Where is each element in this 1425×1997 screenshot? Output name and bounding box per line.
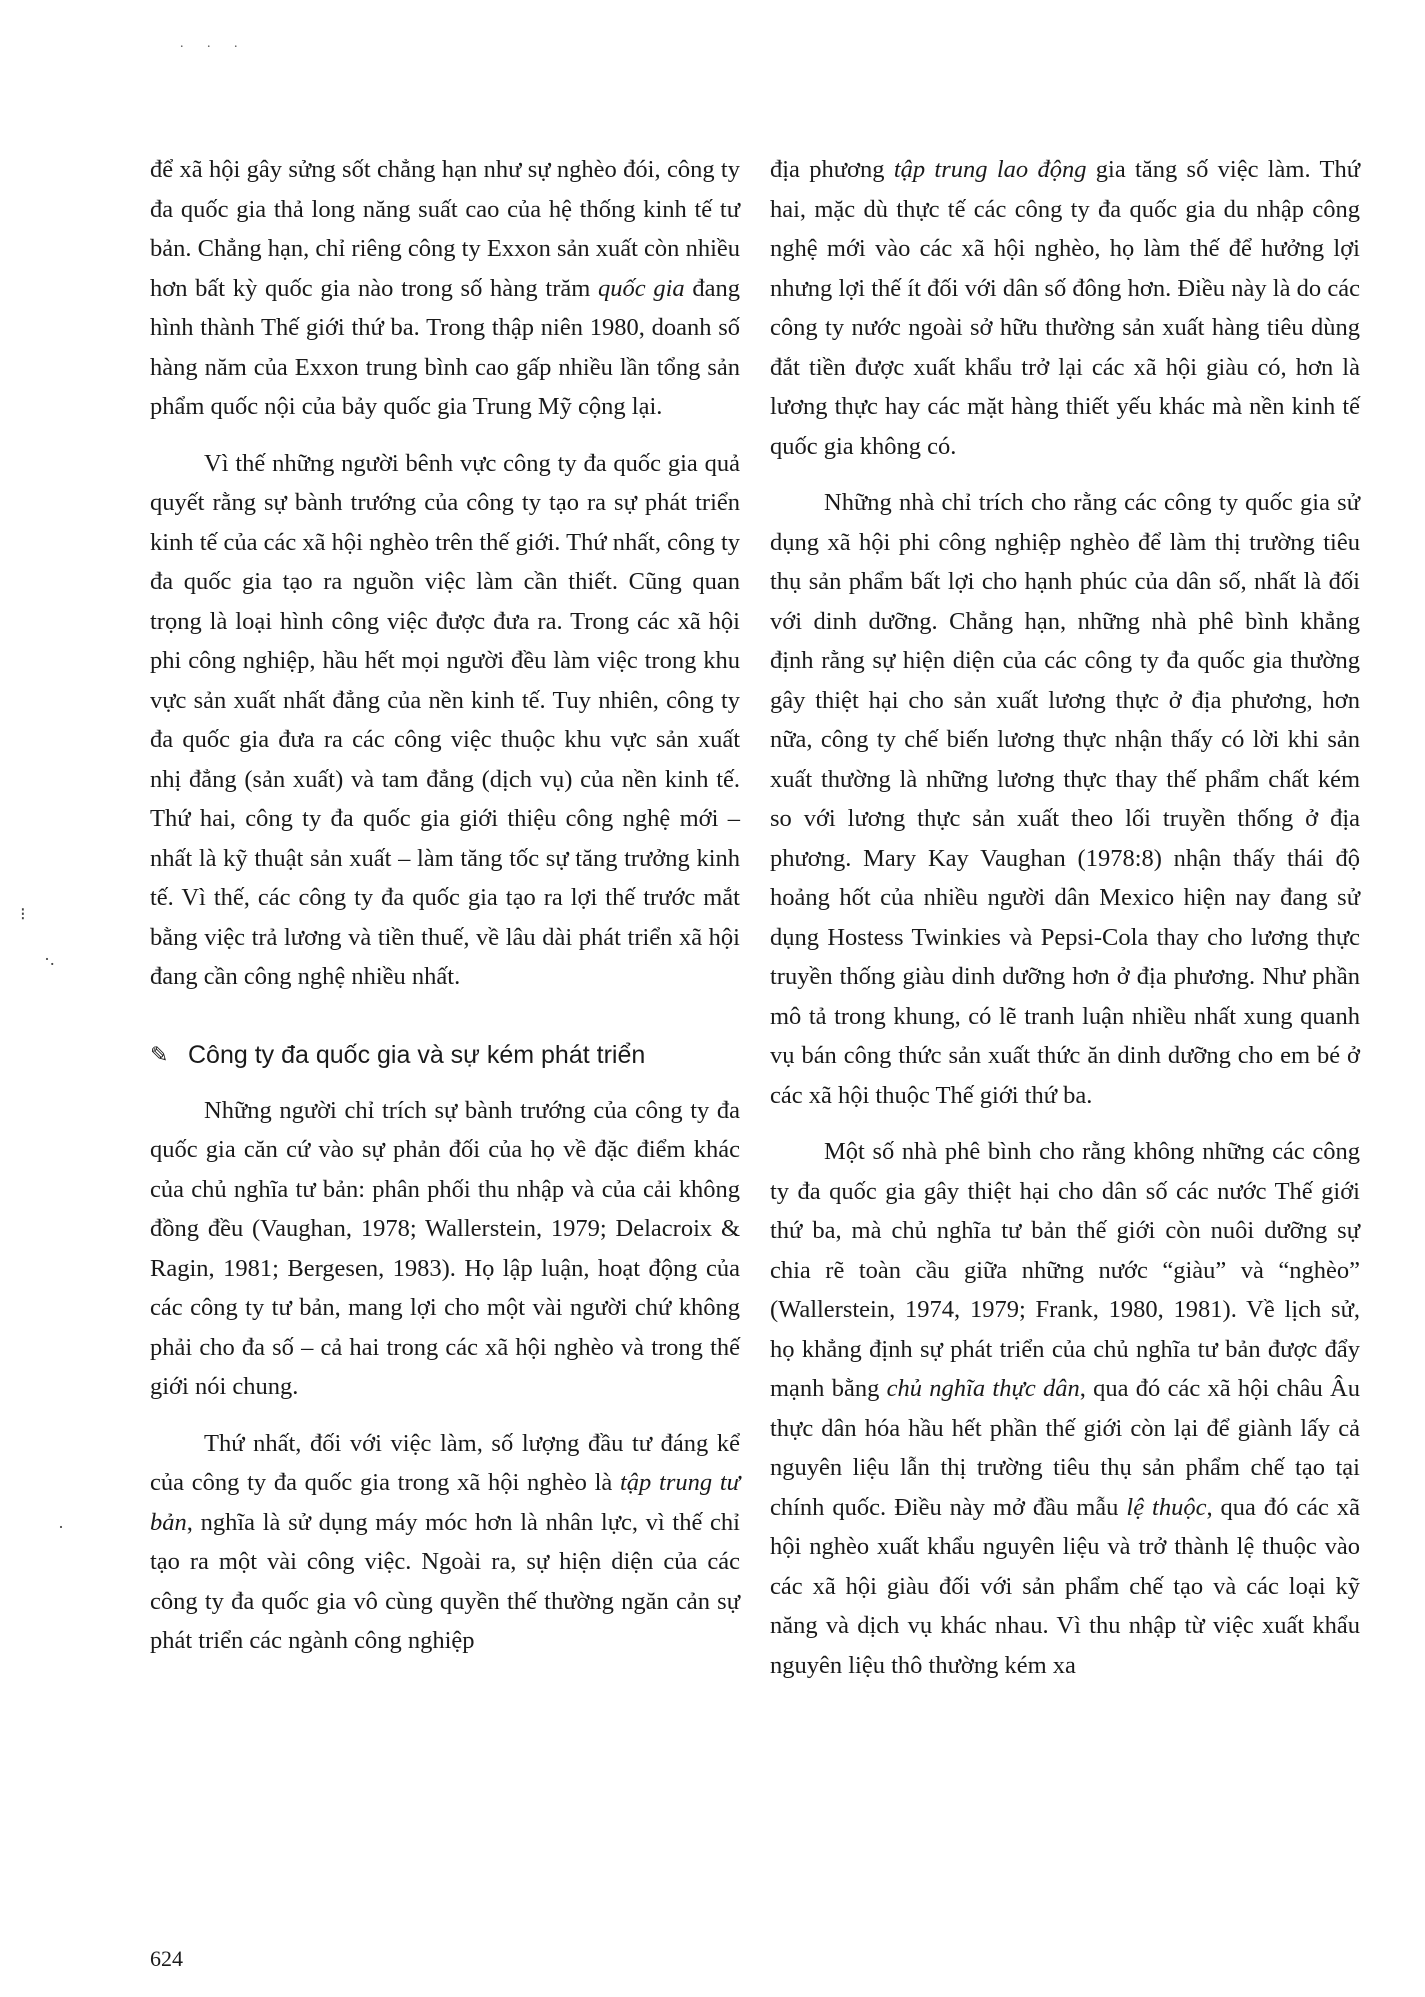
paragraph	[770, 1132, 1360, 1685]
header-marks: . . .	[180, 36, 248, 51]
italic-term: lệ thuộc	[1126, 1493, 1207, 1521]
italic-term: tập trung lao động	[893, 156, 1087, 183]
pen-icon: ✎	[150, 1041, 169, 1067]
margin-mark: ·.	[44, 949, 55, 969]
paragraph-text: đang hình thành Thế giới thứ ba. Trong thập niên 1980, doanh số hàng năm của Exxon trung bình cao gấp nhiều lần tổng sản phẩm quốc nội của bảy quốc gia Trung Mỹ cộng lại.	[150, 274, 740, 420]
left-column	[150, 150, 740, 1678]
paragraph	[150, 1424, 740, 1661]
italic-term: tập trung tư bản	[150, 1469, 740, 1536]
paragraph-text: , nghĩa là sử dụng máy móc hơn là nhân lực, vì thế chỉ tạo ra một vài công việc. Ngoài ra, sự hiện diện của các công ty đa quốc gia vô cùng quyền thế thường ngăn cản sự phát triển các ngành công nghiệp	[150, 1508, 740, 1654]
section-heading	[150, 1037, 740, 1073]
margin-mark: ⁝	[20, 904, 26, 924]
italic-term: quốc gia	[598, 274, 685, 302]
paragraph-text: Một số nhà phê bình cho rằng không những các công ty đa quốc gia gây thiệt hại cho dân số các nước Thế giới thứ ba, mà chủ nghĩa tư bản thế giới còn nuôi dưỡng sự chia rẽ toàn cầu giữa những nước “giàu” và “nghèo” (Wallerstein, 1974, 1979; Frank, 1980, 1981). Về lịch sử, họ khẳng định sự phát triển của chủ nghĩa tư bản được đẩy mạnh bằng	[770, 1138, 1360, 1402]
paragraph-text: gia tăng số việc làm. Thứ hai, mặc dù thực tế các công ty đa quốc gia du nhập công nghệ mới vào các xã hội nghèo, họ làm thế để hưởng lợi nhưng lợi thế ít đối với dân số đông hơn. Điều này là do các công ty nước ngoài sở hữu thường sản xuất hàng tiêu dùng đắt tiền được xuất khẩu trở lại các xã hội giàu có, hơn là lương thực hay các mặt hàng thiết yếu khác mà nền kinh tế quốc gia không có.	[770, 156, 1360, 460]
paragraph	[770, 150, 1360, 466]
paragraph: Vì thế những người bênh vực công ty đa quốc gia quả quyết rằng sự bành trướng của công ty tạo ra sự phát triển kinh tế của các xã hội nghèo trên thế giới. Thứ nhất, công ty đa quốc gia tạo ra nguồn việc làm cần thiết. Cũng quan trọng là loại hình công việc được đưa ra. Trong các xã hội phi công nghiệp, hầu hết mọi người đều làm việc trong khu vực sản xuất nhất đẳng của nền kinh tế. Tuy nhiên, công ty đa quốc gia đưa ra các công việc thuộc khu vực sản xuất nhị đẳng (sản xuất) và tam đẳng (dịch vụ) của nền kinh tế. Thứ hai, công ty đa quốc gia giới thiệu công nghệ mới – nhất là kỹ thuật sản xuất – làm tăng tốc sự tăng trưởng kinh tế. Vì thế, các công ty đa quốc gia tạo ra lợi thế trước mắt bằng việc trả lương và tiền thuế, về lâu dài phát triển xã hội đang cần công nghệ nhiều nhất.	[150, 449, 740, 990]
paragraph	[150, 150, 740, 427]
paragraph-text: địa phương	[770, 156, 894, 183]
paragraph: Những người chỉ trích sự bành trướng của công ty đa quốc gia căn cứ vào sự phản đối của họ về đặc điểm khác của chủ nghĩa tư bản: phân phối thu nhập và của cải không đồng đều (Vaughan, 1978; Wallerstein, 1979; Delacroix & Ragin, 1981; Bergesen, 1983). Họ lập luận, hoạt động của các công ty tư bản, mang lợi cho một vài người chứ không phải cho đa số – cả hai trong các xã hội nghèo và trong thế giới nói chung.	[150, 1096, 740, 1400]
italic-term: chủ nghĩa thực dân	[886, 1375, 1080, 1402]
margin-mark: ·	[58, 1517, 64, 1537]
paragraph-text: , qua đó các xã hội nghèo xuất khẩu nguyên liệu và trở thành lệ thuộc vào các xã hội giàu đối với sản phẩm chế tạo và các loại kỹ năng và dịch vụ khác nhau. Vì thu nhập từ việc xuất khẩu nguyên liệu thô thường kém xa	[770, 1493, 1360, 1679]
right-column	[770, 150, 1360, 1702]
page-number: 624	[150, 1946, 183, 1971]
paragraph-text: , qua đó các xã hội châu Âu thực dân hóa hầu hết phần thế giới còn lại để giành lấy cả nguyên liệu lẫn thị trường tiêu thụ sản phẩm chế tạo tại chính quốc. Điều này mở đầu mẫu	[770, 1375, 1360, 1521]
paragraph-text: để xã hội gây sửng sốt chẳng hạn như sự nghèo đói, công ty đa quốc gia thả long năng suất cao của hệ thống kinh tế tư bản. Chẳng hạn, chỉ riêng công ty Exxon sản xuất còn nhiều hơn bất kỳ quốc gia nào trong số hàng trăm	[150, 156, 740, 302]
section-heading-text: Công ty đa quốc gia và sự kém phát triển	[188, 1040, 646, 1069]
paragraph-text: Thứ nhất, đối với việc làm, số lượng đầu tư đáng kể của công ty đa quốc gia trong xã hội nghèo là	[150, 1429, 740, 1496]
paragraph: Những nhà chỉ trích cho rằng các công ty quốc gia sử dụng xã hội phi công nghiệp nghèo để làm thị trường tiêu thụ sản phẩm bất lợi cho hạnh phúc của dân số, nhất là đối với dinh dưỡng. Chẳng hạn, những nhà phê bình khẳng định rằng sự hiện diện của các công ty đa quốc gia thường gây thiệt hại cho sản xuất lương thực ở địa phương, hơn nữa, công ty chế biến lương thực nhận thấy có lời khi sản xuất thường là những lương thực thay thế phẩm chất kém so với lương thực sản xuất theo lối truyền thống ở địa phương. Mary Kay Vaughan (1978:8) nhận thấy thái độ hoảng hốt của nhiều người dân Mexico hiện nay đang sử dụng Hostess Twinkies và Pepsi-Cola thay cho lương thực truyền thống giàu dinh dưỡng hơn ở địa phương. Như phần mô tả trong khung, có lẽ tranh luận nhiều nhất xung quanh vụ bán công thức sản xuất thức ăn dinh dưỡng cho em bé ở các xã hội thuộc Thế giới thứ ba.	[770, 489, 1360, 1109]
